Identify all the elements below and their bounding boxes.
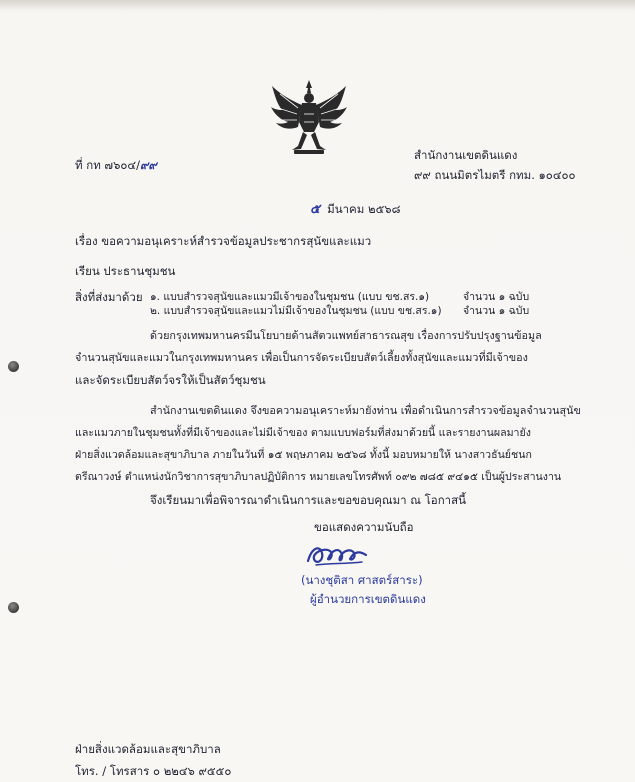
- reference-number-printed: ที่ กท ๗๖๐๔/: [75, 158, 140, 172]
- recipient-line: เรียน ประธานชุมชน: [75, 264, 176, 278]
- paragraph-1-line-2: จำนวนสุนัขและแมวในกรุงเทพมหานคร เพื่อเป็นการจัดระเบียบสัตว์เลี้ยงทั้งสุนัขและแมวที่มีเจ้าของ: [75, 351, 528, 364]
- punch-hole-lower: [8, 602, 19, 613]
- punch-hole-upper: [8, 361, 19, 372]
- signature-icon: [302, 537, 372, 575]
- enclosure-item-1: ๑. แบบสำรวจสุนัขและแมวมีเจ้าของในชุมชน (แบบ ขช.สร.๑): [150, 291, 430, 303]
- signer-name: (นางชุติสา ศาสตร์สาระ): [301, 573, 423, 587]
- footer-telephone: โทร. / โทรสาร ๐ ๒๒๔๖ ๙๕๕๐: [75, 764, 232, 778]
- footer-department: ฝ่ายสิ่งแวดล้อมและสุขาภิบาล: [75, 742, 221, 756]
- date-day-handwritten: ๕: [310, 202, 320, 217]
- paragraph-3: จึงเรียนมาเพื่อพิจารณาดำเนินการและขอขอบคุณมา ณ โอกาสนี้: [150, 493, 467, 507]
- reference-number-handwritten: ๙๙: [139, 158, 157, 172]
- enclosure-qty-2: จำนวน ๑ ฉบับ: [463, 305, 530, 317]
- paragraph-2-line-2: และแมวภายในชุมชนทั้งที่มีเจ้าของและไม่มีเจ้าของ ตามแบบฟอร์มที่ส่งมาด้วยนี้ และรายงานผลมายัง: [75, 427, 531, 439]
- date-month-year: มีนาคม ๒๕๖๘: [327, 202, 401, 216]
- enclosure-label: สิ่งที่ส่งมาด้วย: [75, 290, 143, 304]
- reference-number: [75, 160, 157, 172]
- paragraph-2-line-1: สำนักงานเขตดินแดง จึงขอความอนุเคราะห์มายังท่าน เพื่อดำเนินการสำรวจข้อมูลจำนวนสุนัข: [150, 404, 581, 417]
- office-name: สำนักงานเขตดินแดง: [414, 148, 518, 162]
- paragraph-1-line-3: และจัดระเบียบสัตว์จรให้เป็นสัตว์ชุมชน: [75, 373, 266, 387]
- paragraph-2-line-3: ฝ่ายสิ่งแวดล้อมและสุขาภิบาล ภายในวันที่ ๑๕ พฤษภาคม ๒๕๖๘ ทั้งนี้ มอบหมายให้ นางสาวธันย์ชนก: [75, 449, 532, 461]
- page-edge-shadow: [0, 0, 635, 10]
- document-date: [310, 203, 400, 216]
- enclosure-qty-1: จำนวน ๑ ฉบับ: [463, 291, 530, 303]
- signer-title: ผู้อำนวยการเขตดินแดง: [310, 592, 426, 606]
- closing-line: ขอแสดงความนับถือ: [314, 520, 414, 534]
- garuda-emblem-icon: [268, 78, 350, 160]
- paragraph-2-line-4: ตรีณาวงษ์ ตำแหน่งนักวิชาการสุขาภิบาลปฏิบัติการ หมายเลขโทรศัพท์ ๐๙๒ ๗๘๕ ๙๔๑๕ เป็นผู้ประสานงาน: [75, 471, 562, 483]
- enclosure-item-2: ๒. แบบสำรวจสุนัขและแมวไม่มีเจ้าของในชุมชน (แบบ ขช.สร.๑): [150, 305, 442, 317]
- subject-line: เรื่อง ขอความอนุเคราะห์สำรวจข้อมูลประชากรสุนัขและแมว: [75, 234, 372, 248]
- paragraph-1-line-1: ด้วยกรุงเทพมหานครมีนโยบายด้านสัตวแพทย์สาธารณสุข เรื่องการปรับปรุงฐานข้อมูล: [150, 329, 542, 342]
- office-address: ๙๙ ถนนมิตรไมตรี กทม. ๑๐๔๐๐: [414, 168, 576, 182]
